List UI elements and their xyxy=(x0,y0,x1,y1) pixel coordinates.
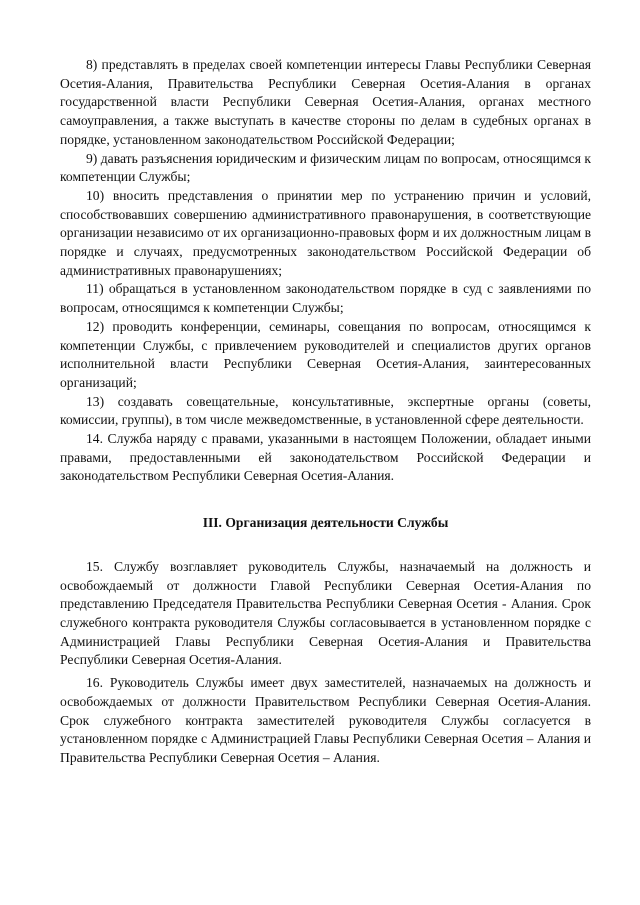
item-12: 12) проводить конференции, семинары, совещания по вопросам, относящимся к компетенции Службы, с привлечением руководителей и специалистов других органов исполнительной власти Республики Северная Осетия-Алания, заинтересованных организаций; xyxy=(60,318,591,390)
section-heading: III. Организация деятельности Службы xyxy=(202,515,449,531)
clause-15: 15. Службу возглавляет руководитель Службы, назначаемый на должность и освобождаемый от должности Главой Республики Северная Осетия-Алания по представлению Председателя Правительства Республики Северная Осетия - Алания. Срок служебного контракта руководителя Службы согласовывается в установленном порядке с Администрацией Главы Республики Северная Осетия-Алания и Правительства Республики Северная Осетия-Алания. xyxy=(60,558,591,668)
item-9: 9) давать разъяснения юридическим и физическим лицам по вопросам, относящимся к компетенции Службы; xyxy=(60,150,591,185)
clause-14: 14. Служба наряду с правами, указанными в настоящем Положении, обладает иными правами, предоставленными ей законодательством Российской Федерации и законодательством Республики Северная Осетия-Алания. xyxy=(60,431,591,484)
clause-16: 16. Руководитель Службы имеет двух заместителей, назначаемых на должность и освобождаемых от должности Правительством Республики Северная Осетия-Алания. Срок служебного контракта заместителей руководителя Службы согласуется в установленном порядке с Администрацией Главы Республики Северная Осетия – Алания и Правительства Республики Северная Осетия – Алания. xyxy=(60,675,591,765)
document-page xyxy=(60,56,591,768)
item-8: 8) представлять в пределах своей компетенции интересы Главы Республики Северная Осетия-Алания, Правительства Республики Северная Осетия-Алания в органах государственной власти Республики Северная Осетия-Алания, органах местного самоуправления, а также выступать в качестве стороны по делам в судебных органах в порядке, установленном законодательством Российской Федерации; xyxy=(60,57,591,147)
item-13: 13) создавать совещательные, консультативные, экспертные органы (советы, комиссии, группы), в том числе межведомственные, в установленной сфере деятельности. xyxy=(60,393,591,428)
item-10: 10) вносить представления о принятии мер по устранению причин и условий, способствовавших совершению административного правонарушения, в соответствующие организации независимо от их организационно-правовых форм и их должностным лицам в порядке и случаях, предусмотренных законодательством Российской Федерации об административных правонарушениях; xyxy=(60,187,591,278)
item-11: 11) обращаться в установленном законодательством порядке в суд с заявлениями по вопросам, относящимся к компетенции Службы; xyxy=(60,281,591,316)
